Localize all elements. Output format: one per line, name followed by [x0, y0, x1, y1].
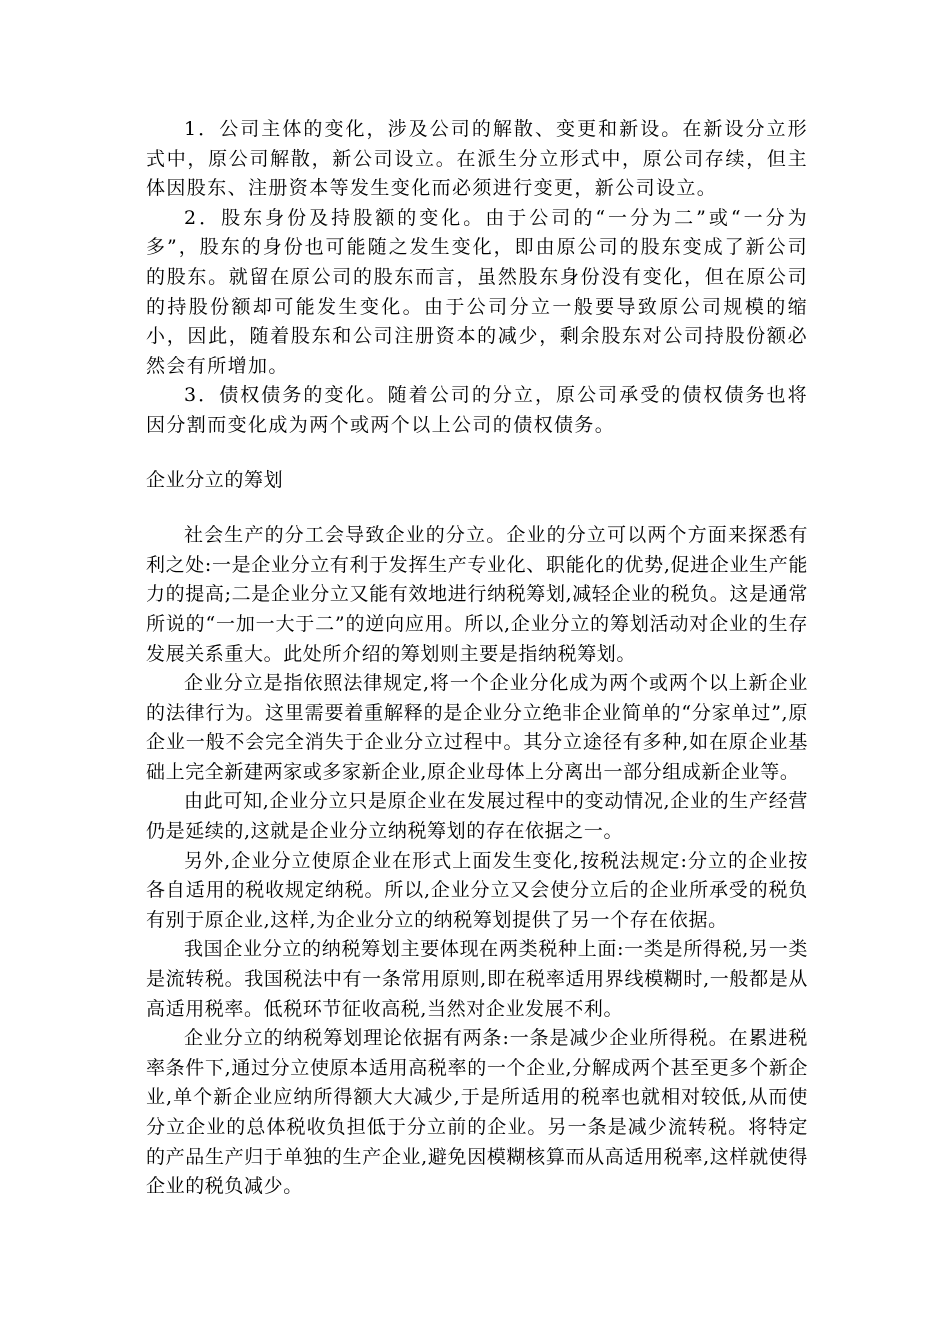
section-enterprise-split-planning: [146, 521, 808, 1202]
paragraph: 企业分立是指依照法律规定,将一个企业分化成为两个或两个以上新企业的法律行为。这里需要着重解释的是企业分立绝非企业简单的“分家单过”,原企业一般不会完全消失于企业分立过程中。其分立途径有多种,如在原企业基础上完全新建两家或多家新企业,原企业母体上分离出一部分组成新企业等。: [146, 672, 808, 783]
paragraph: 2．股东身份及持股额的变化。由于公司的“一分为二”或“一分为多”，股东的身份也可能随之发生变化，即由原公司的股东变成了新公司的股东。就留在原公司的股东而言，虽然股东身份没有变化，但在原公司的持股份额却可能发生变化。由于公司分立一般要导致原公司规模的缩小，因此，随着股东和公司注册资本的减少，剩余股东对公司持股份额必然会有所增加。: [146, 206, 808, 377]
paragraph: 1．公司主体的变化，涉及公司的解散、变更和新设。在新设分立形式中，原公司解散，新公司设立。在派生分立形式中，原公司存续，但主体因股东、注册资本等发生变化而必须进行变更，新公司设立。: [146, 118, 808, 200]
paragraph: 企业分立的纳税筹划理论依据有两条:一条是减少企业所得税。在累进税率条件下,通过分立使原本适用高税率的一个企业,分解成两个甚至更多个新企业,单个新企业应纳所得额大大减少,于是所适用的税率也就相对较低,从而使分立企业的总体税收负担低于分立前的企业。另一条是减少流转税。将特定的产品生产归于单独的生产企业,避免因模糊核算而从高适用税率,这样就使得企业的税负减少。: [146, 1027, 808, 1198]
paragraph: 3．债权债务的变化。随着公司的分立，原公司承受的债权债务也将因分割而变化成为两个或两个以上公司的债权债务。: [146, 384, 808, 436]
paragraph: 社会生产的分工会导致企业的分立。企业的分立可以两个方面来探悉有利之处:一是企业分立有利于发挥生产专业化、职能化的优势,促进企业生产能力的提高;二是企业分立又能有效地进行纳税筹划,减轻企业的税负。这是通常所说的“一加一大于二”的逆向应用。所以,企业分立的筹划活动对企业的生存发展关系重大。此处所介绍的筹划则主要是指纳税筹划。: [146, 524, 808, 665]
section-company-changes: [146, 115, 808, 441]
document-page: [146, 115, 808, 1202]
paragraph: 另外,企业分立使原企业在形式上面发生变化,按税法规定:分立的企业按各自适用的税收规定纳税。所以,企业分立又会使分立后的企业所承受的税负有别于原企业,这样,为企业分立的纳税筹划提供了另一个存在依据。: [146, 849, 808, 931]
paragraph: 我国企业分立的纳税筹划主要体现在两类税种上面:一类是所得税,另一类是流转税。我国税法中有一条常用原则,即在税率适用界线模糊时,一般都是从高适用税率。低税环节征收高税,当然对企业发展不利。: [146, 938, 808, 1020]
paragraph: 由此可知,企业分立只是原企业在发展过程中的变动情况,企业的生产经营仍是延续的,这就是企业分立纳税筹划的存在依据之一。: [146, 790, 808, 843]
section-heading: 企业分立的筹划: [146, 468, 284, 491]
